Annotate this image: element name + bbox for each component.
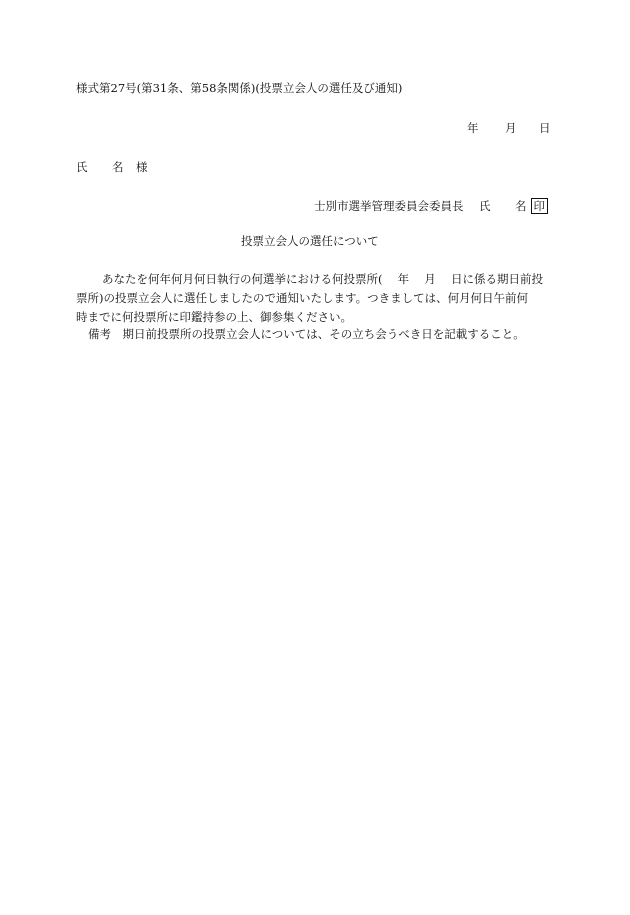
addressee-honorific: 様 <box>136 160 148 174</box>
addressee-line <box>76 162 148 174</box>
form-number-header: 様式第27号(第31条、第58条関係)(投票立会人の選任及び通知) <box>76 81 403 95</box>
date-month-label: 月 <box>505 121 517 135</box>
addressee-name-part1: 氏 <box>76 160 88 174</box>
sender-name-part2: 名 <box>515 199 527 213</box>
sender-line <box>314 198 548 214</box>
body-line-3: 時までに何投票所に印鑑持参の上、御参集ください。 <box>76 310 352 324</box>
seal-mark: 印 <box>531 198 549 214</box>
date-day-label: 日 <box>539 121 551 135</box>
date-year-label: 年 <box>467 121 479 135</box>
body-line-2: 票所)の投票立会人に選任しましたので通知いたします。つきましては、何月何日午前何 <box>76 291 529 305</box>
remark-note: 備考 期日前投票所の投票立会人については、その立ち会うべき日を記載すること。 <box>88 327 525 341</box>
sender-title: 士別市選挙管理委員会委員長 <box>314 199 464 213</box>
notice-body <box>76 270 550 327</box>
addressee-name-part2: 名 <box>112 160 124 174</box>
body-line-1: あなたを何年何月何日執行の何選挙における何投票所( 年 月 日に係る期日前投 <box>102 272 543 286</box>
date-line <box>467 123 551 135</box>
document-title: 投票立会人の選任について <box>241 234 379 248</box>
sender-name-part1: 氏 <box>479 199 491 213</box>
